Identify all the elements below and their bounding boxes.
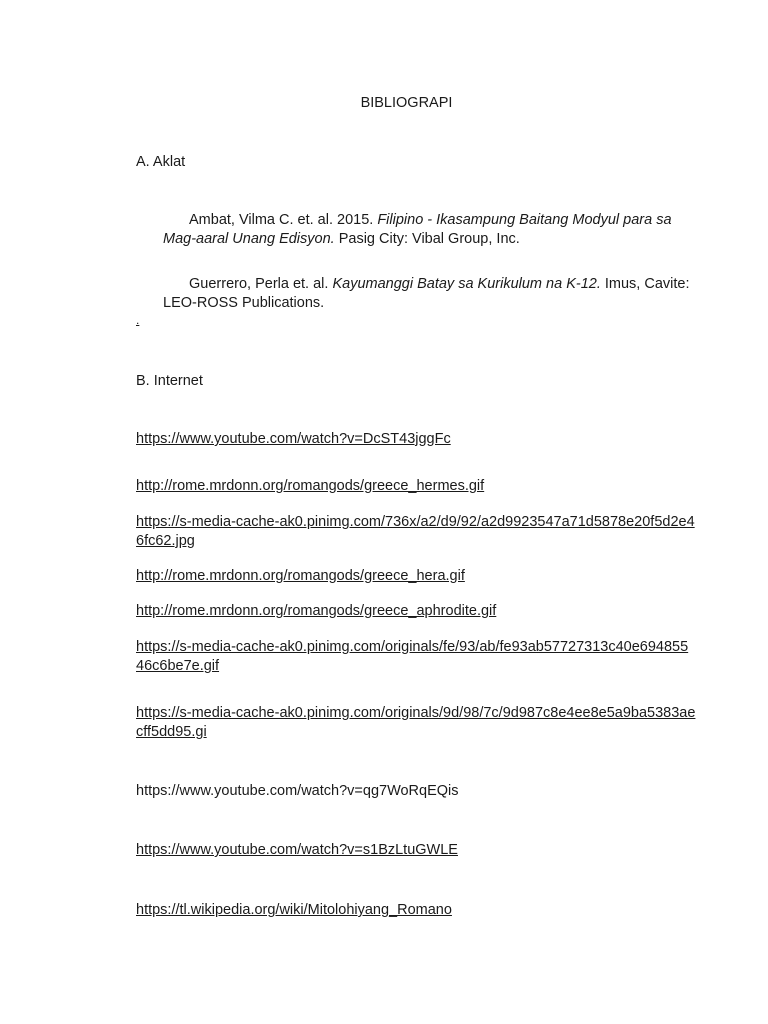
entry-title-text: Kayumanggi Batay sa Kurikulum na K-12. [332, 276, 601, 292]
link-pinimg-fe93[interactable]: https://s-media-cache-ak0.pinimg.com/originals/fe/93/ab/fe93ab57727313c40e69485546c6be7e.gif [136, 639, 689, 674]
link-greece-hermes[interactable]: http://rome.mrdonn.org/romangods/greece_hermes.gif [136, 478, 485, 494]
entry-author-text: Guerrero, Perla et. al. [189, 276, 333, 292]
entry-title-text: Filipino - Ikasampung Baitang Modyul para sa Mag-aaral Unang Edisyon. [163, 212, 672, 247]
link-youtube-qg7w[interactable]: https://www.youtube.com/watch?v=qg7WoRqEQis [136, 783, 459, 799]
link-pinimg-a2d9[interactable]: https://s-media-cache-ak0.pinimg.com/736x/a2/d9/92/a2d9923547a71d5878e20f5d2e46fc62.jpg [136, 514, 695, 549]
bibliography-entry-guerrero [163, 275, 693, 313]
section-heading-internet: B. Internet [136, 373, 203, 389]
link-pinimg-9d98[interactable]: https://s-media-cache-ak0.pinimg.com/originals/9d/98/7c/9d987c8e4ee8e5a9ba5383aecff5dd95.gi [136, 705, 696, 740]
bibliography-entry-ambat [163, 211, 693, 249]
link-greece-aphrodite[interactable]: http://rome.mrdonn.org/romangods/greece_aphrodite.gif [136, 603, 497, 619]
link-youtube-dcst43[interactable]: https://www.youtube.com/watch?v=DcST43jggFc [136, 431, 451, 447]
link-greece-hera[interactable]: http://rome.mrdonn.org/romangods/greece_hera.gif [136, 568, 465, 584]
link-youtube-s1bz[interactable]: https://www.youtube.com/watch?v=s1BzLtuGWLE [136, 842, 458, 858]
section-heading-aklat: A. Aklat [136, 154, 186, 170]
entry-author-text: Ambat, Vilma C. et. al. 2015. [189, 212, 378, 228]
entry-publisher-text: Imus, Cavite: LEO-ROSS Publications. [163, 276, 690, 311]
stray-mark: . [136, 313, 140, 327]
entry-publisher-text: Pasig City: Vibal Group, Inc. [334, 231, 520, 247]
link-wikipedia-mitolohiya[interactable]: https://tl.wikipedia.org/wiki/Mitolohiyang_Romano [136, 902, 452, 918]
page-title: BIBLIOGRAPI [360, 95, 453, 111]
